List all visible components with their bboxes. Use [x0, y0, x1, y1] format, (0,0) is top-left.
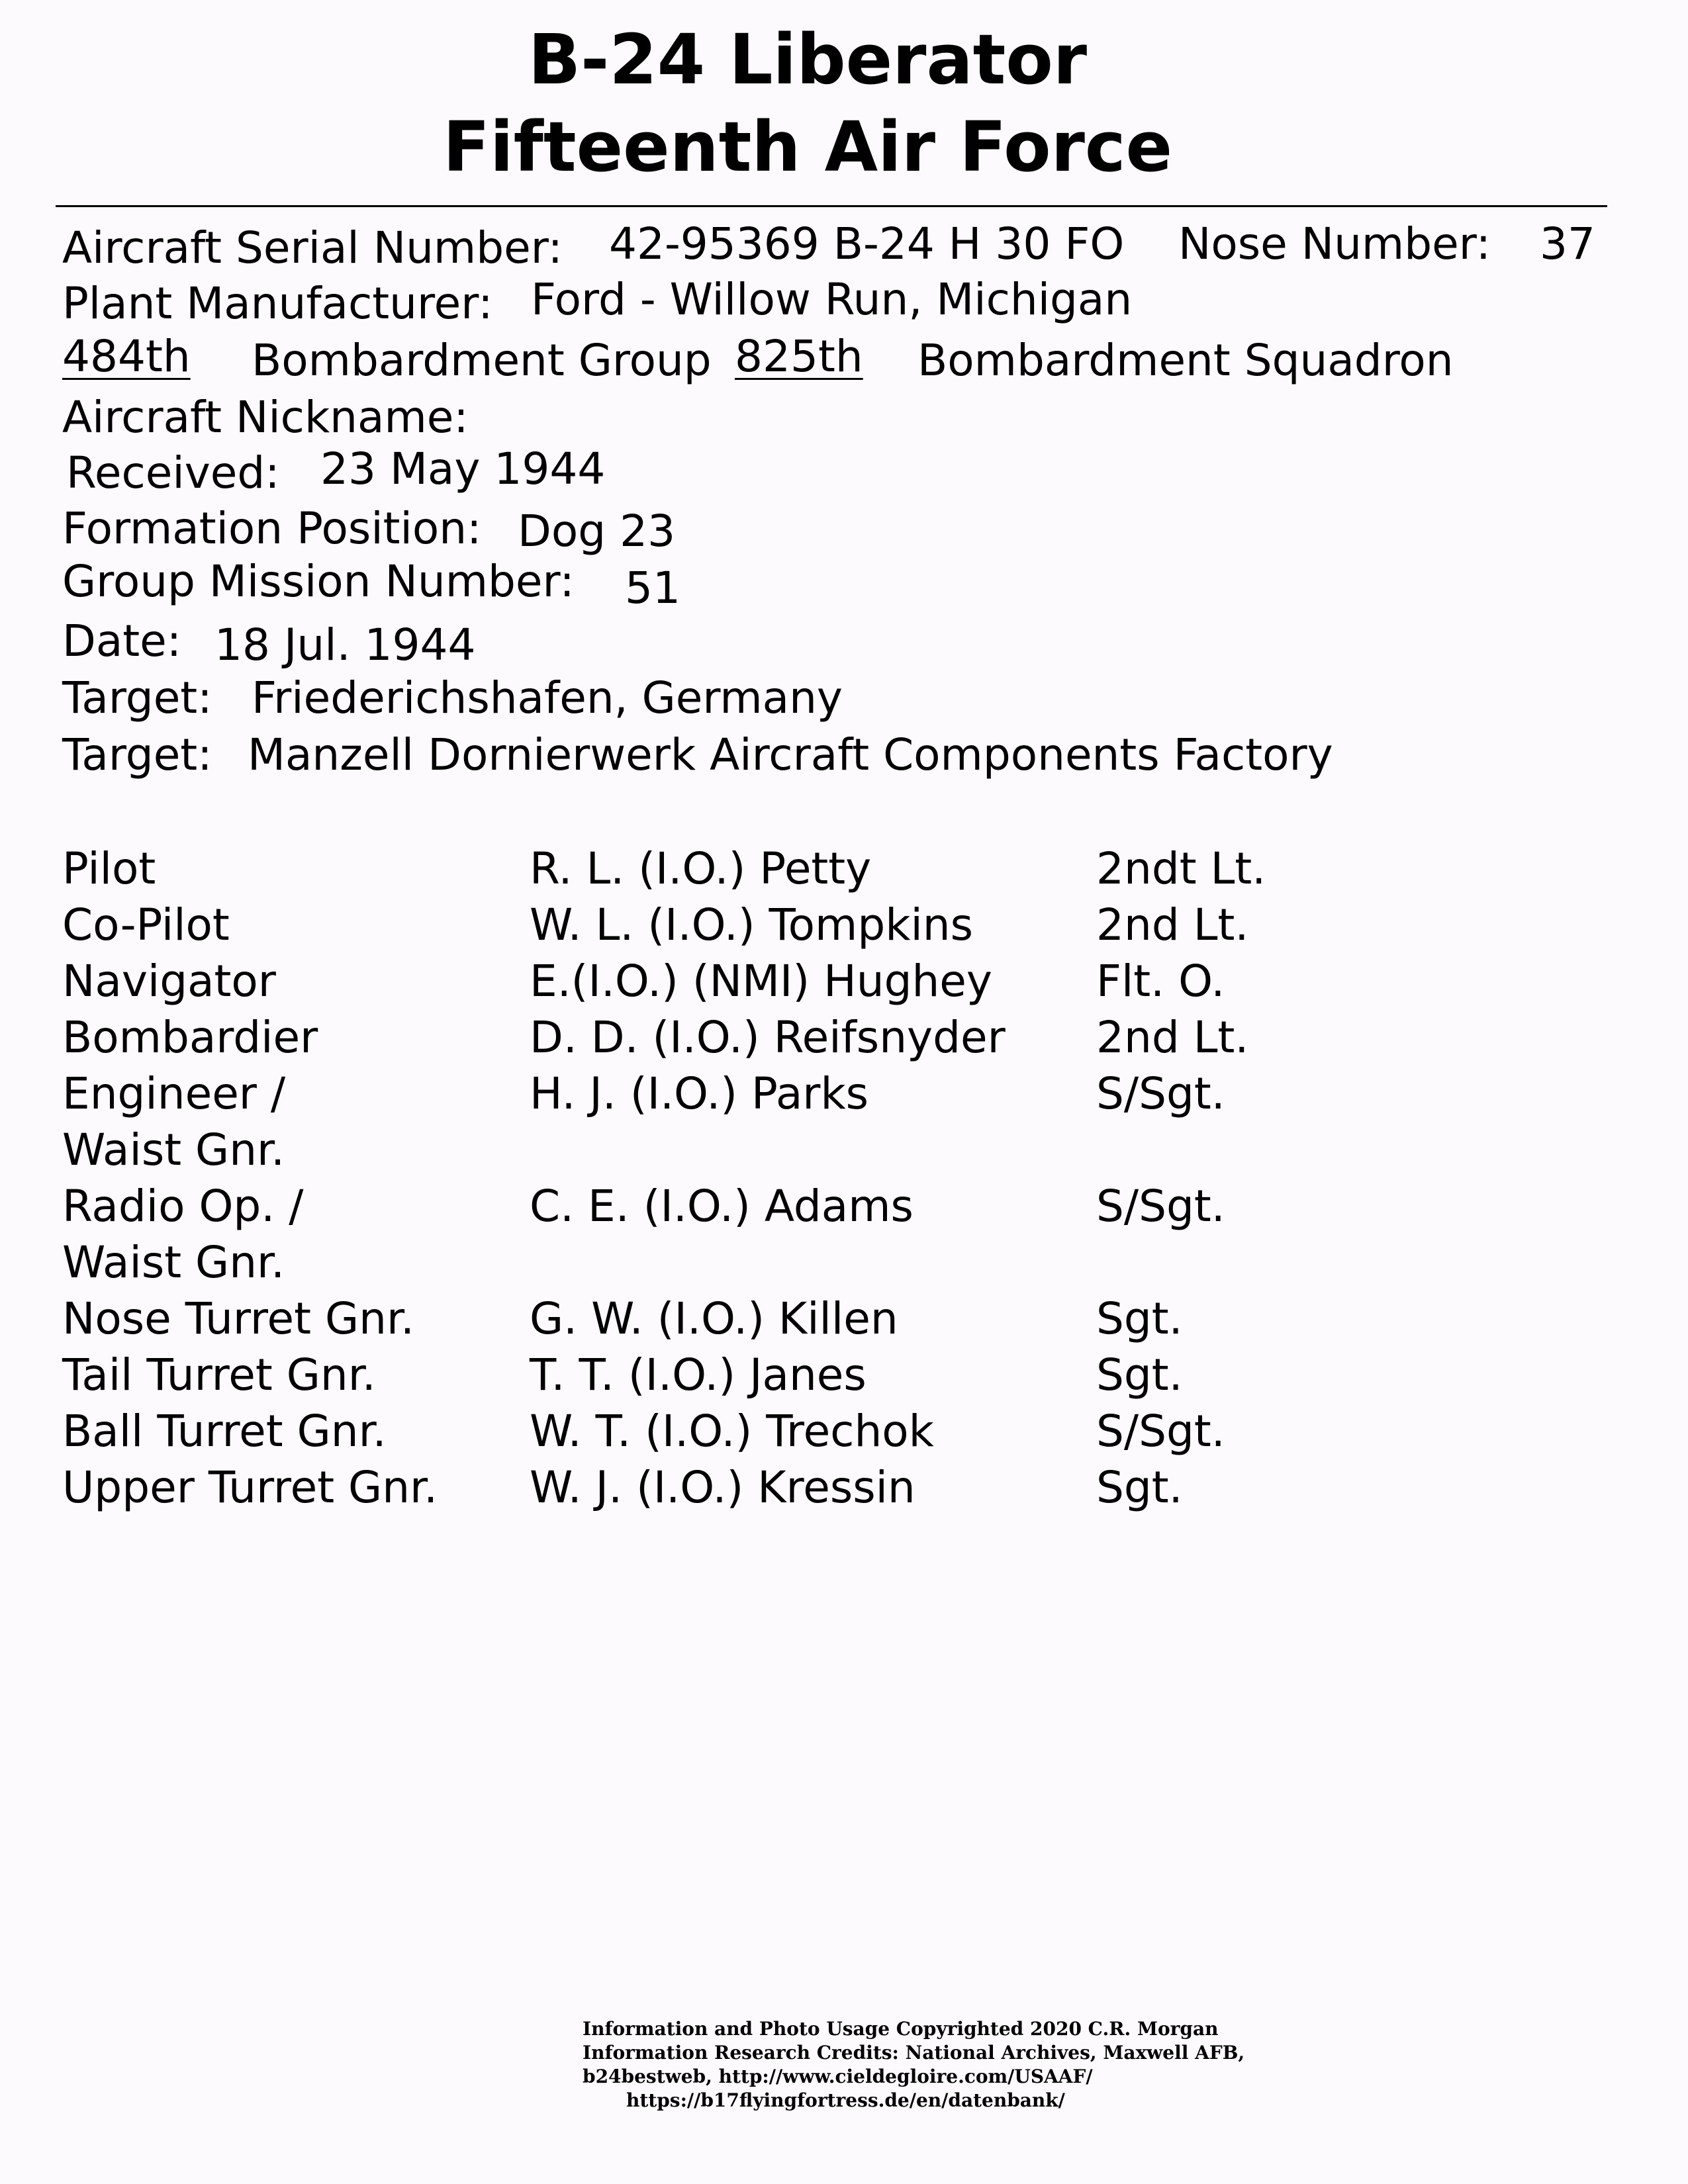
formation-position-label: Formation Position: [62, 503, 482, 554]
date-value: 18 Jul. 1944 [214, 619, 476, 670]
received-value: 23 May 1944 [320, 443, 606, 494]
crew-rank: Sgt. [1096, 1349, 1183, 1400]
crew-name: W. L. (I.O.) Tompkins [530, 899, 973, 950]
crew-name: W. J. (I.O.) Kressin [530, 1462, 915, 1513]
crew-name: T. T. (I.O.) Janes [530, 1349, 867, 1400]
plant-manufacturer-value: Ford - Willow Run, Michigan [531, 274, 1133, 325]
crew-position: Engineer / [62, 1068, 286, 1119]
target-label-2: Target: [62, 729, 212, 780]
crew-name: H. J. (I.O.) Parks [530, 1068, 869, 1119]
crew-position: Tail Turret Gnr. [62, 1349, 376, 1400]
footer-credits-url: https://b17flyingfortress.de/en/datenbank/ [626, 2089, 1065, 2111]
crew-rank: Sgt. [1096, 1293, 1183, 1344]
footer-copyright: Information and Photo Usage Copyrighted 2020 C.R. Morgan [583, 2018, 1219, 2040]
crew-name: W. T. (I.O.) Trechok [530, 1406, 934, 1457]
crew-position: Bombardier [62, 1012, 318, 1063]
nose-number-value: 37 [1540, 218, 1595, 269]
target-value-1: Friederichshafen, Germany [252, 672, 843, 723]
nose-number-label: Nose Number: [1178, 218, 1491, 269]
crew-position: Radio Op. / [62, 1181, 304, 1232]
crew-name: C. E. (I.O.) Adams [530, 1181, 914, 1232]
crew-position-continued: Waist Gnr. [62, 1124, 285, 1175]
crew-name: G. W. (I.O.) Killen [530, 1293, 898, 1344]
title-line-1: B-24 Liberator [528, 19, 1088, 100]
crew-position-continued: Waist Gnr. [62, 1237, 285, 1288]
title-divider [56, 205, 1607, 207]
date-label: Date: [62, 615, 181, 666]
mission-number-label: Group Mission Number: [62, 556, 575, 607]
nickname-label: Aircraft Nickname: [62, 392, 469, 443]
crew-rank: 2nd Lt. [1096, 1012, 1249, 1063]
crew-position: Pilot [62, 843, 156, 894]
formation-position-value: Dog 23 [518, 506, 676, 557]
target-value-2: Manzell Dornierwerk Aircraft Components Factory [248, 729, 1333, 780]
crew-rank: 2nd Lt. [1096, 899, 1249, 950]
crew-position: Co-Pilot [62, 899, 230, 950]
crew-rank: Sgt. [1096, 1462, 1183, 1513]
target-label-1: Target: [62, 672, 212, 723]
serial-number-value: 42-95369 B-24 H 30 FO [609, 218, 1125, 269]
crew-rank: Flt. O. [1096, 956, 1225, 1007]
received-label: Received: [66, 447, 280, 498]
crew-name: D. D. (I.O.) Reifsnyder [530, 1012, 1006, 1063]
group-label: Bombardment Group [252, 335, 712, 386]
crew-name: R. L. (I.O.) Petty [530, 843, 872, 894]
title-line-2: Fifteenth Air Force [442, 107, 1173, 187]
crew-position: Upper Turret Gnr. [62, 1462, 438, 1513]
footer-credits: Information Research Credits: National Archives, Maxwell AFB, [583, 2042, 1245, 2064]
crew-rank: 2ndt Lt. [1096, 843, 1266, 894]
squadron-value: 825th [735, 331, 863, 382]
crew-rank: S/Sgt. [1096, 1068, 1225, 1119]
footer-credits-sources: b24bestweb, http://www.cieldegloire.com/USAAF/ [583, 2066, 1093, 2087]
crew-position: Ball Turret Gnr. [62, 1406, 387, 1457]
crew-rank: S/Sgt. [1096, 1406, 1225, 1457]
crew-position: Navigator [62, 956, 276, 1007]
crew-name: E.(I.O.) (NMI) Hughey [530, 956, 992, 1007]
serial-number-label: Aircraft Serial Number: [62, 222, 563, 273]
squadron-label: Bombardment Squadron [917, 335, 1454, 386]
group-value: 484th [62, 331, 191, 382]
crew-position: Nose Turret Gnr. [62, 1293, 414, 1344]
plant-manufacturer-label: Plant Manufacturer: [62, 278, 493, 329]
mission-number-value: 51 [625, 563, 680, 614]
crew-rank: S/Sgt. [1096, 1181, 1225, 1232]
